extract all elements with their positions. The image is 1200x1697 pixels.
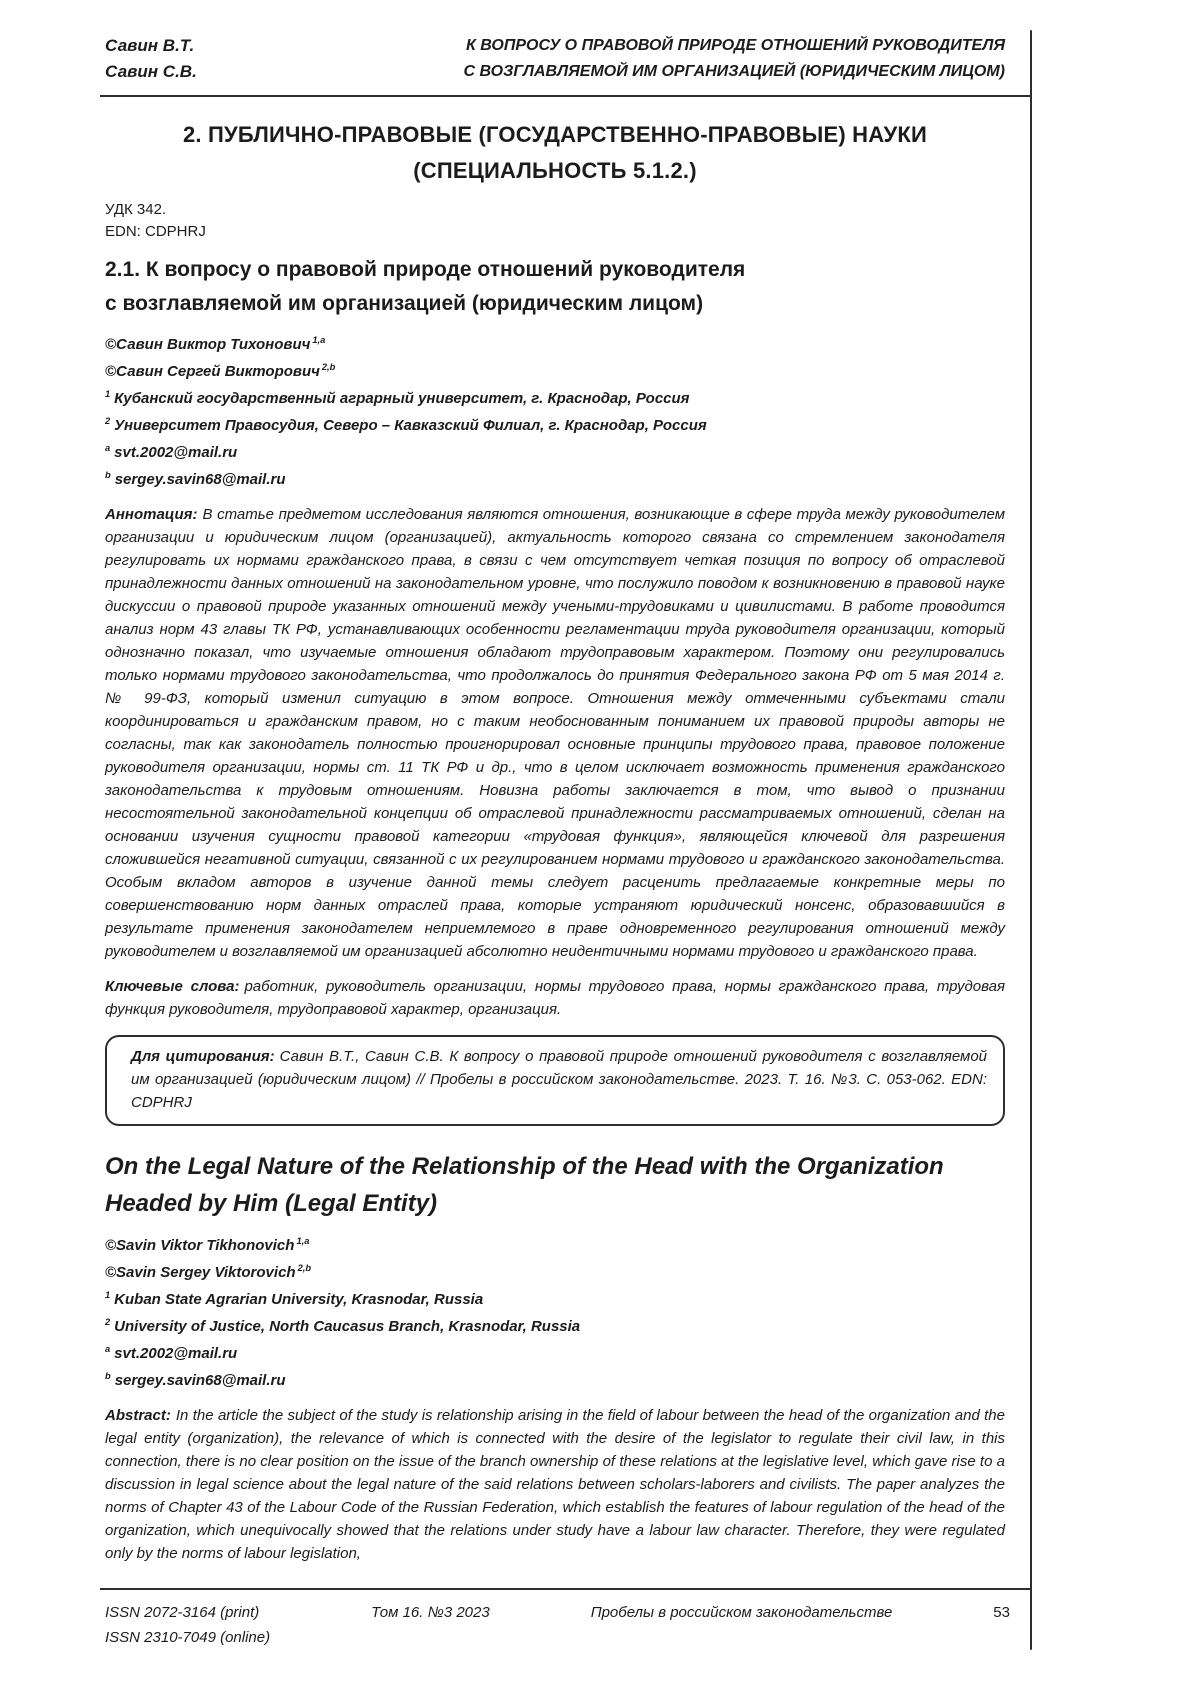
author-name: ©Савин Сергей Викторович [105,363,320,380]
affiliation-superscript: 2 [105,1317,111,1327]
affiliation-text: Кубанский государственный аграрный университет, г. Краснодар, Россия [114,390,690,407]
authors-block-ru [105,329,1005,491]
header-author-1: Савин В.Т. [105,36,195,55]
footer-rule [100,1588,1032,1590]
author-email [105,1365,1005,1392]
keywords-paragraph [105,975,1005,1021]
abstract-label: Abstract: [105,1407,171,1424]
author-email [105,464,1005,491]
email-text: sergey.savin68@mail.ru [114,1372,286,1389]
udk-code: УДК 342. [105,201,167,218]
section-heading [105,117,1005,189]
page-content [105,33,1005,1565]
author-name: ©Savin Viktor Tikhonovich [105,1237,295,1254]
author-en [105,1230,1005,1257]
email-text: svt.2002@mail.ru [114,1345,238,1362]
email-text: sergey.savin68@mail.ru [114,471,286,488]
article-title-ru-line1: 2.1. К вопросу о правовой природе отношений руководителя [105,258,746,281]
author-ru [105,329,1005,356]
edn-code: EDN: CDPHRJ [105,223,206,240]
running-title [464,33,1005,85]
author-name: ©Савин Виктор Тихонович [105,336,311,353]
affiliation-superscript: 2 [105,416,111,426]
author-name: ©Savin Sergey Viktorovich [105,1264,296,1281]
author-email [105,437,1005,464]
affiliation-text: Kuban State Agrarian University, Krasnodar, Russia [114,1291,484,1308]
annotation-text: В статье предметом исследования являются отношения, возникающие в сфере труда между руководителем организации и юридическим лицом (организацией), актуальность которого связана со стремлением законодателя регулировать их нормами гражданского права, в связи с чем отсутствует четкая позиция по вопросу об отраслевой принадлежности данных отношений на законодательном уровне, что послужило поводом к возникновению в правовой науке дискуссии о правовой природе указанных отношений между учеными-трудовиками и цивилистами. В работе проводится анализ норм 43 главы ТК РФ, устанавливающих особенности регламентации труда руководителя организации, который однозначно показал, что изучаемые отношения обладают трудоправовым характером. Поэтому они регулировались только нормами трудового законодательства, что продолжалось до принятия Федерального закона РФ от 5 мая 2014 г. № 99-ФЗ, который изменил ситуацию в этом вопросе. Отношения между отмеченными субъектами стали координироваться и гражданским правом, но с таким необоснованным пониманием их правовой природы авторы не согласны, так как законодатель полностью проигнорировал основные принципы трудового права, правовое положение руководителя организации, нормы ст. 11 ТК РФ и др., что в целом исключает возможность применения гражданского законодательства к трудовым отношениям. Новизна работы заключается в том, что вывод о признании несостоятельной законодательной концепции об отраслевой принадлежности рассматриваемых отношений, сделан на основании изучения сущности правовой категории «трудовая функция», являющейся ключевой для разрешения сложившейся негативной ситуации, связанной с их регулированием нормами трудового и гражданского законодательства. Особым вкладом авторов в изучение данной темы следует расценить предлагаемые конкретные меры по совершенствованию норм данных отраслей права, которые устраняют юридический нонсенс, образовавшийся в результате применения законодателем неприемлемого в праве одновременного регулирования отношений между руководителем и возглавляемой им организацией абсолютно неидентичными нормами трудового и гражданского права. [105,506,1005,960]
affiliation-ru [105,383,1005,410]
footer-issn-block [105,1600,270,1650]
email-superscript: b [105,470,111,480]
right-border-rule [1030,30,1032,1650]
page-number: 53 [993,1604,1010,1621]
running-title-line1: К ВОПРОСУ О ПРАВОВОЙ ПРИРОДЕ ОТНОШЕНИЙ РУКОВОДИТЕЛЯ [465,37,1005,54]
running-title-line2: С ВОЗГЛАВЛЯЕМОЙ ИМ ОРГАНИЗАЦИЕЙ (ЮРИДИЧЕСКИМ ЛИЦОМ) [463,63,1005,80]
citation-box [105,1035,1005,1126]
email-text: svt.2002@mail.ru [114,444,238,461]
article-title-en-line2: Headed by Him (Legal Entity) [105,1190,438,1217]
section-heading-line2: (СПЕЦИАЛЬНОСТЬ 5.1.2.) [413,158,697,183]
footer-journal-name: Пробелы в российском законодательстве [590,1604,893,1621]
citation-label: Для цитирования: [131,1048,275,1065]
affiliation-text: University of Justice, North Caucasus Branch, Krasnodar, Russia [114,1318,581,1335]
author-en [105,1257,1005,1284]
page-footer [105,1600,1010,1650]
affiliation-text: Университет Правосудия, Северо – Кавказский Филиал, г. Краснодар, Россия [114,417,707,434]
affiliation-en [105,1284,1005,1311]
article-title-en [105,1148,1005,1222]
header-author-2: Савин С.В. [105,62,197,81]
email-superscript: a [105,1344,111,1354]
page-header [105,33,1005,85]
affiliation-superscript: 1 [105,1290,111,1300]
article-title-ru-line2: с возглавляемой им организацией (юридическим лицом) [105,292,704,315]
footer-volume: Том 16. №3 2023 [371,1604,490,1621]
email-superscript: b [105,1371,111,1381]
author-superscript: 2,b [321,362,336,372]
article-meta [105,199,1005,243]
author-superscript: 1,a [296,1236,310,1246]
article-title-ru [105,253,1005,321]
affiliation-superscript: 1 [105,389,111,399]
issn-online: ISSN 2310-7049 (online) [105,1629,271,1646]
author-superscript: 2,b [297,1263,312,1273]
keywords-label: Ключевые слова: [105,978,240,995]
author-email [105,1338,1005,1365]
author-superscript: 1,a [312,335,326,345]
abstract-paragraph [105,1404,1005,1565]
keywords-text: работник, руководитель организации, нормы трудового права, нормы гражданского права, трудовая функция руководителя, трудоправовой характер, организация. [105,978,1005,1018]
email-superscript: a [105,443,111,453]
affiliation-ru [105,410,1005,437]
article-title-en-line1: On the Legal Nature of the Relationship of the Head with the Organization [105,1153,944,1180]
issn-print: ISSN 2072-3164 (print) [105,1604,260,1621]
author-ru [105,356,1005,383]
citation-text: Савин В.Т., Савин С.В. К вопросу о правовой природе отношений руководителя с возглавляемой им организацией (юридическим лицом) // Пробелы в российском законодательстве. 2023. Т. 16. №3. С. 053-062. EDN: CDPHRJ [131,1048,988,1111]
annotation-label: Аннотация: [105,506,198,523]
header-author-names [105,33,197,85]
affiliation-en [105,1311,1005,1338]
annotation-paragraph [105,503,1005,963]
section-heading-line1: 2. ПУБЛИЧНО-ПРАВОВЫЕ (ГОСУДАРСТВЕННО-ПРАВОВЫЕ) НАУКИ [182,122,928,147]
abstract-text: In the article the subject of the study is relationship arising in the field of labour between the head of the organization and the legal entity (organization), the relevance of which is connected with the desire of the legislator to regulate their civil law, in this connection, there is no clear position on the issue of the branch ownership of these relations at the legislative level, which gave rise to a discussion in legal science about the legal nature of the said relations between scholars-laborers and civilists. The paper analyzes the norms of Chapter 43 of the Labour Code of the Russian Federation, which establish the features of labour regulation of the head of the organization, which unequivocally showed that the relations under study have a labour law character. Therefore, they were regulated only by the norms of labour legislation, [105,1407,1005,1562]
authors-block-en [105,1230,1005,1392]
